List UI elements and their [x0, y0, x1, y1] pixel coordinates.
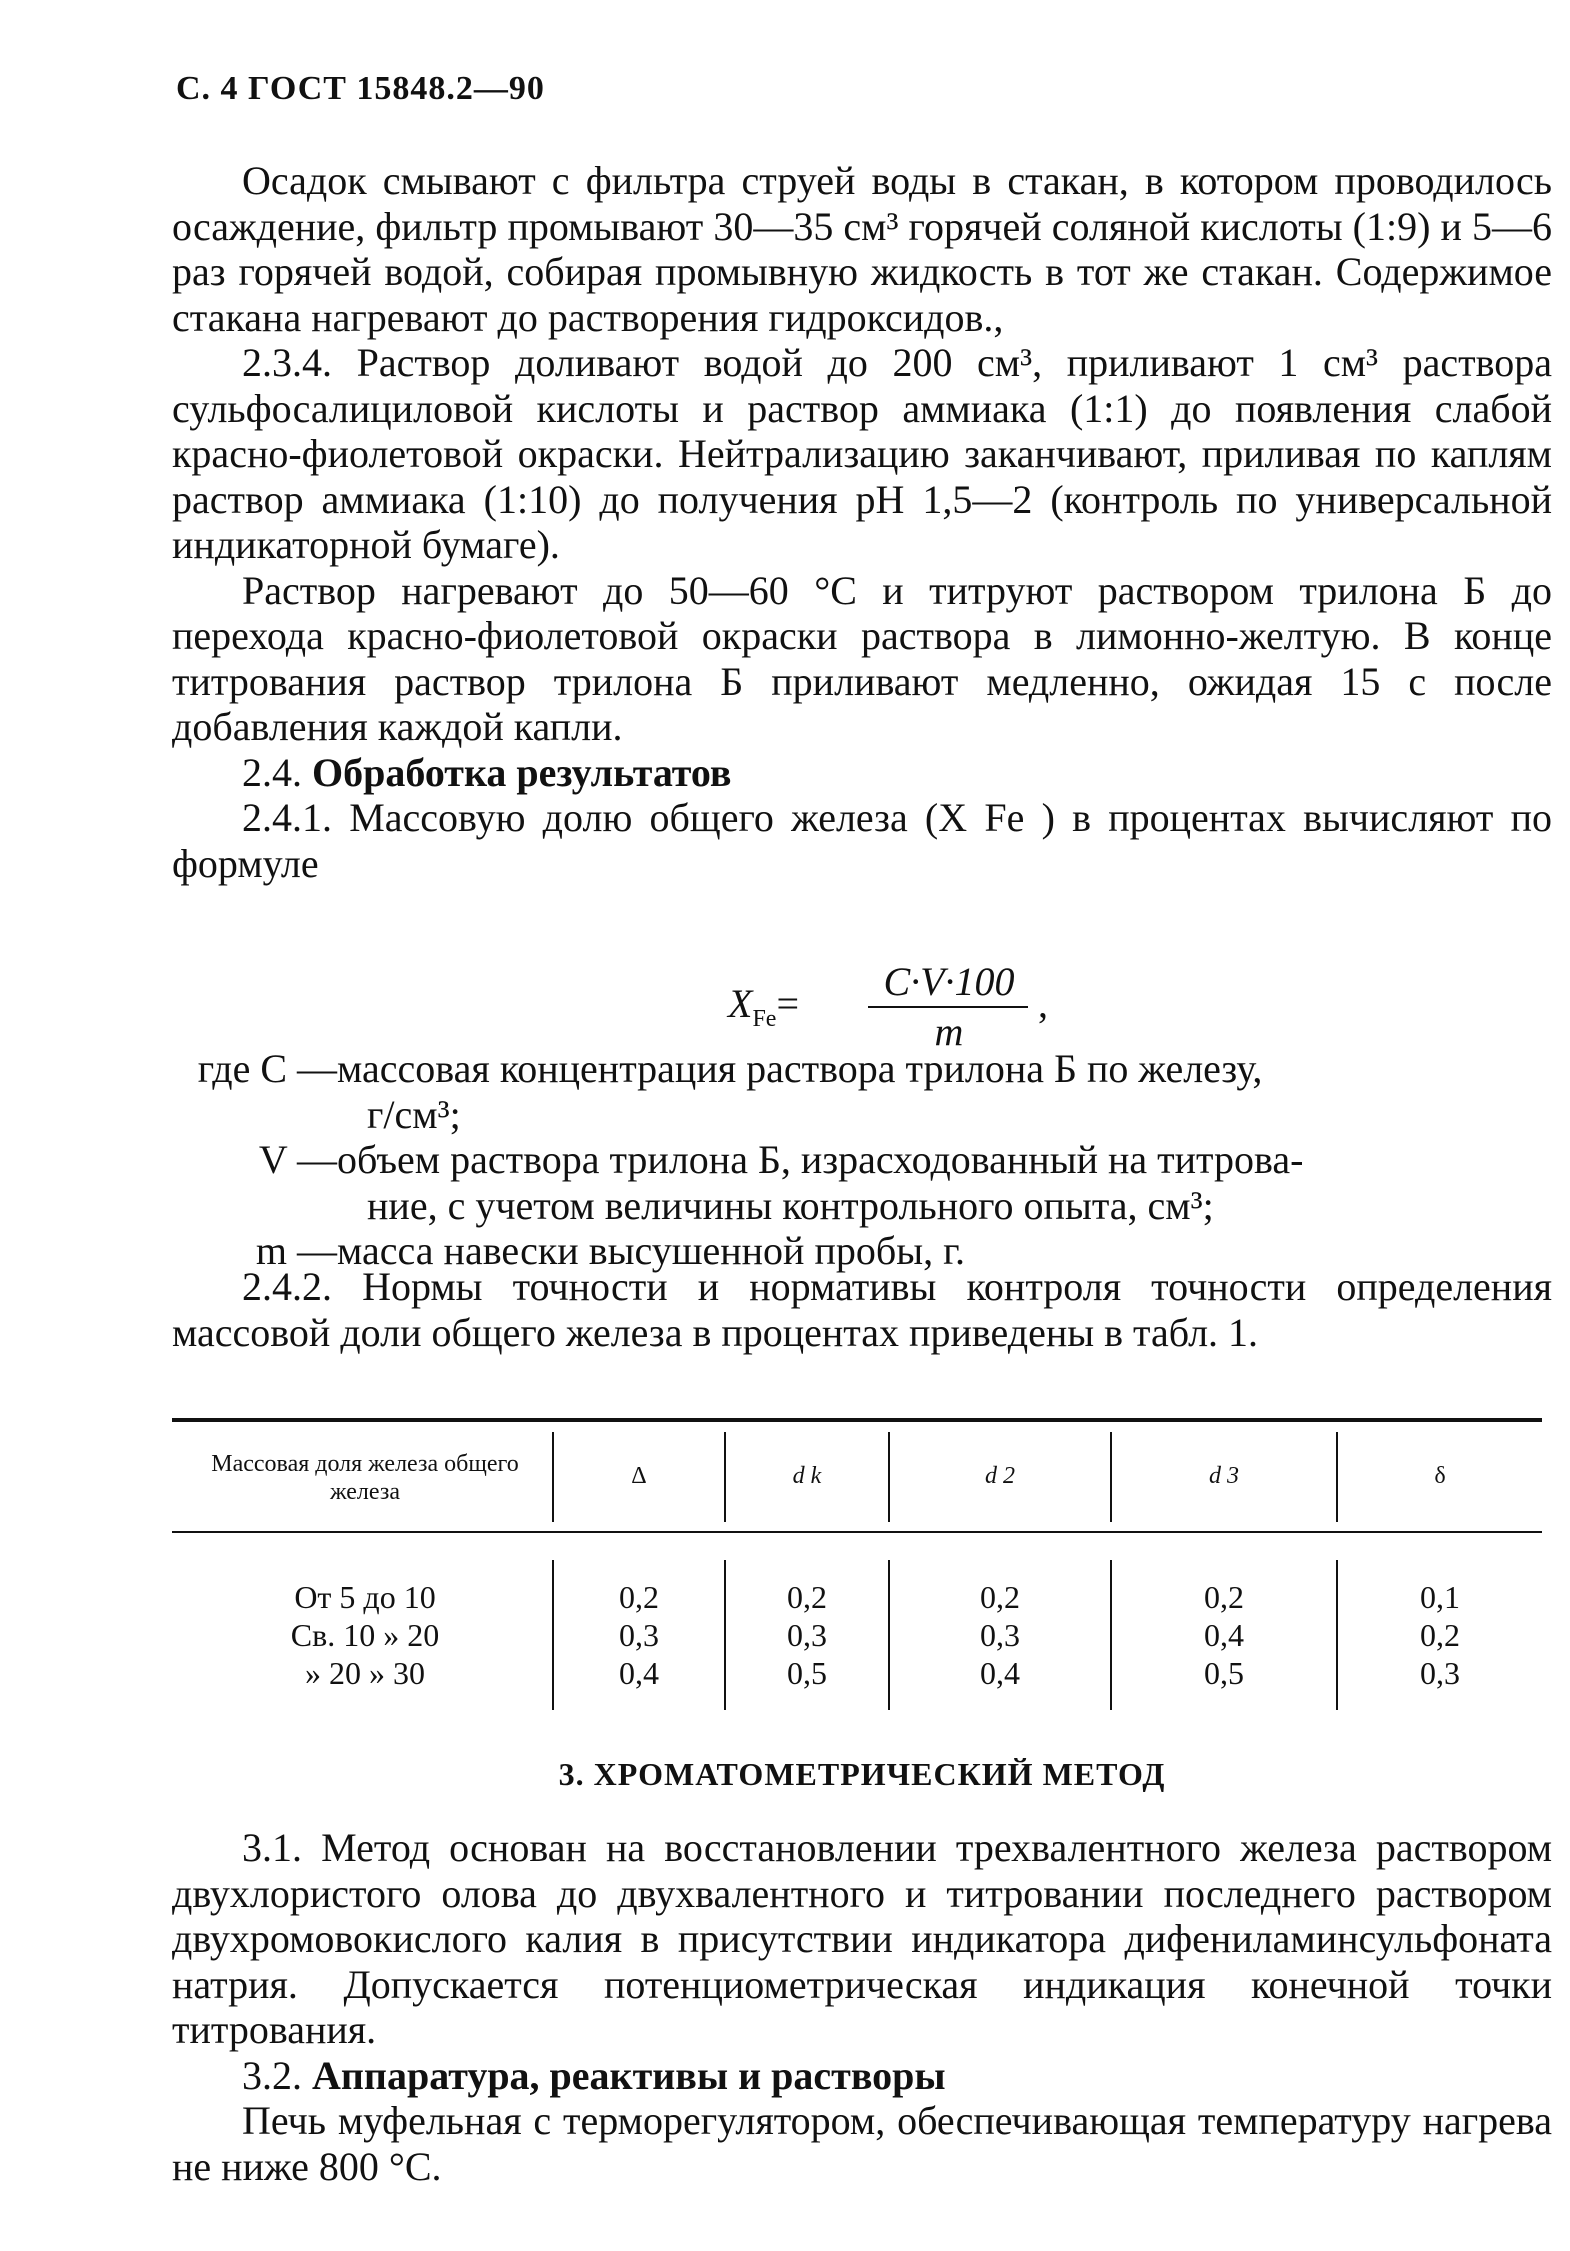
table-column-divider	[724, 1432, 726, 1522]
heading-2-4	[172, 750, 1552, 796]
section-3-title: 3. ХРОМАТОМЕТРИЧЕСКИЙ МЕТОД	[558, 1756, 1166, 1792]
table-header-small-delta: δ	[1434, 1463, 1446, 1489]
formula-equals: =	[776, 981, 799, 1026]
table-cell: 0,4	[1204, 1617, 1244, 1653]
section-3-body	[172, 1825, 1552, 2189]
formula-denominator: m	[934, 1009, 964, 1054]
heading-3-2-title: Аппаратура, реактивы и растворы	[312, 2052, 946, 2098]
table-header-d3: d 3	[1209, 1463, 1239, 1489]
definition-continuation: г/см³;	[367, 1091, 461, 1137]
definition-line: объем раствора трилона Б, израсходованный на титрова-	[337, 1137, 1304, 1182]
page-header: С. 4 ГОСТ 15848.2—90	[176, 70, 545, 107]
paragraph-2-3-4: 2.3.4. Раствор доливают водой до 200 см³, приливают 1 см³ раствора сульфосалициловой кислоты и раствор аммиака (1:1) до появления слабой красно-фиолетовой окраски. Нейтрализацию заканчивают, приливая по каплям раствор аммиака (1:10) до получения рН 1,5—2 (контроль по универсальной индикаторной бумаге).	[172, 340, 1552, 567]
table-header-delta: Δ	[631, 1463, 647, 1489]
table-cell-range: Св. 10 » 20	[290, 1617, 440, 1653]
table-header-rule	[172, 1531, 1542, 1533]
table-header-dk: d k	[792, 1463, 822, 1489]
table-cell: 0,3	[619, 1617, 659, 1653]
definition-symbol: m —	[255, 1228, 337, 1273]
table-cell: 0,1	[1420, 1579, 1460, 1615]
paragraph-3-1: 3.1. Метод основан на восстановлении трехвалентного железа раствором двухлористого олова до двухвалентного и титровании последнего раствором двухромовокислого калия в присутствии индикатора дифениламинсульфоната натрия. Допускается потенциометрическая индикация конечной точки титрования.	[172, 1825, 1552, 2052]
table-cell-range: От 5 до 10	[294, 1579, 436, 1615]
table-column-divider	[1336, 1560, 1338, 1710]
definition-symbol: где C —	[197, 1046, 337, 1091]
formula-subscript: Fe	[752, 1006, 777, 1032]
table-cell: 0,2	[1204, 1579, 1244, 1615]
table-column-divider	[888, 1560, 890, 1710]
formula-symbol: X	[728, 981, 753, 1026]
formula-x-fe	[728, 958, 1068, 1054]
paragraph-heating: Раствор нагревают до 50—60 °С и титруют раствором трилона Б до перехода красно-фиолетовой окраски раствора в лимонно-желтую. В конце титрования раствор трилона Б приливают медленно, ожидая 15 с после добавления каждой капли.	[172, 567, 1552, 749]
heading-3-2	[172, 2053, 1552, 2099]
formula-definitions	[172, 1046, 1552, 1274]
table-cell: 0,4	[980, 1655, 1020, 1691]
definition-line: масса навески высушенной пробы, г.	[337, 1228, 965, 1273]
definition-text	[337, 1137, 1552, 1228]
table-header-d2: d 2	[985, 1463, 1015, 1489]
formula-lhs	[728, 980, 799, 1033]
formula-numerator: C·V·100	[883, 959, 1015, 1004]
table-cell-range: » 20 » 30	[305, 1655, 425, 1691]
paragraph-2-4-1: 2.4.1. Массовую долю общего железа (X Fe ) в процентах вычисляют по формуле	[172, 795, 1552, 886]
paragraph-muffle-furnace: Печь муфельная с терморегулятором, обеспечивающая температуру нагрева не ниже 800 °С.	[172, 2098, 1552, 2189]
table-column-divider	[1336, 1432, 1338, 1522]
definition-line: массовая концентрация раствора трилона Б по железу,	[337, 1046, 1263, 1091]
table-cell: 0,4	[619, 1655, 659, 1691]
table-column-divider	[552, 1432, 554, 1522]
table-cell: 0,5	[787, 1655, 827, 1691]
definition-c	[172, 1046, 1552, 1137]
paragraph-2-4-2: 2.4.2. Нормы точности и нормативы контроля точности определения массовой доли общего железа в процентах приведены в табл. 1.	[172, 1264, 1552, 1355]
heading-2-4-title: Обработка результатов	[312, 749, 732, 795]
definition-symbol: V —	[258, 1137, 337, 1182]
definition-continuation: ние, с учетом величины контрольного опыта, см³;	[367, 1182, 1214, 1228]
table-column-divider	[1110, 1432, 1112, 1522]
table-cell: 0,5	[1204, 1655, 1244, 1691]
table-column-divider	[1110, 1560, 1112, 1710]
table-cell: 0,2	[980, 1579, 1020, 1615]
definition-text	[337, 1046, 1552, 1137]
heading-3-2-number: 3.2.	[242, 2052, 302, 2098]
paragraph-2-4-2-wrap	[172, 1264, 1552, 1355]
table-cell: 0,2	[1420, 1617, 1460, 1653]
table-cell: 0,3	[980, 1617, 1020, 1653]
table-cell: 0,3	[1420, 1655, 1460, 1691]
formula-comma: ,	[1038, 981, 1048, 1026]
intro-section	[172, 158, 1552, 886]
table-top-rule	[172, 1418, 1542, 1422]
table-column-divider	[888, 1432, 890, 1522]
heading-2-4-number: 2.4.	[242, 749, 302, 795]
table-cell: 0,2	[619, 1579, 659, 1615]
table-column-divider	[552, 1560, 554, 1710]
table-column-divider	[724, 1560, 726, 1710]
paragraph-precipitate: Осадок смывают с фильтра струей воды в стакан, в котором проводилось осаждение, фильтр промывают 30—35 см³ горячей соляной кислоты (1:9) и 5—6 раз горячей водой, собирая промывную жидкость в тот же стакан. Содержимое стакана нагревают до растворения гидроксидов.,	[172, 158, 1552, 340]
table-header-mass-fraction: Массовая доля железа общего железа	[211, 1451, 519, 1505]
definition-v	[172, 1137, 1552, 1228]
table-cell: 0,3	[787, 1617, 827, 1653]
table-cell: 0,2	[787, 1579, 827, 1615]
